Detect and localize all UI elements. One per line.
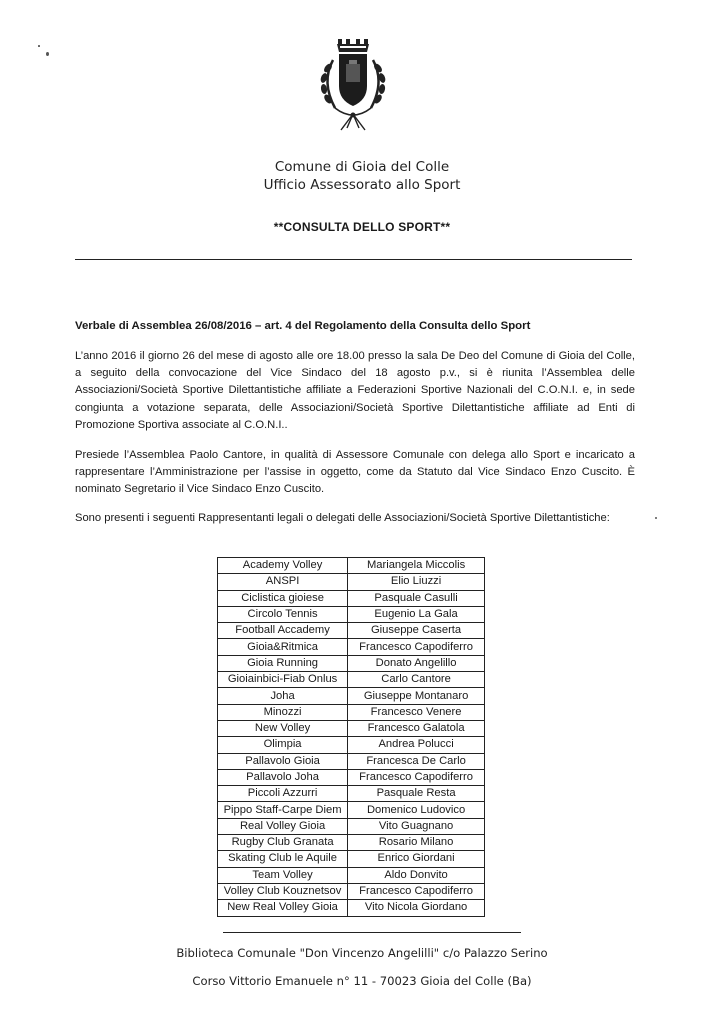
representative-cell: Andrea Polucci xyxy=(348,737,485,753)
association-cell: Piccoli Azzurri xyxy=(218,786,348,802)
association-cell: Football Accademy xyxy=(218,623,348,639)
scan-speck xyxy=(655,517,657,519)
association-cell: Volley Club Kouznetsov xyxy=(218,883,348,899)
representative-cell: Giuseppe Caserta xyxy=(348,623,485,639)
representative-cell: Domenico Ludovico xyxy=(348,802,485,818)
municipality-name: Comune di Gioia del Colle xyxy=(274,159,450,175)
table-row xyxy=(218,688,485,704)
representative-cell: Pasquale Resta xyxy=(348,786,485,802)
association-cell: Team Volley xyxy=(218,867,348,883)
association-cell: Gioiainbici-Fiab Onlus xyxy=(218,672,348,688)
representative-cell: Giuseppe Montanaro xyxy=(348,688,485,704)
table-row xyxy=(218,818,485,834)
association-cell: Pallavolo Joha xyxy=(218,769,348,785)
association-cell: Academy Volley xyxy=(218,558,348,574)
table-row xyxy=(218,753,485,769)
table-row xyxy=(218,639,485,655)
representative-cell: Vito Nicola Giordano xyxy=(348,900,485,916)
association-cell: New Real Volley Gioia xyxy=(218,900,348,916)
table-row xyxy=(218,606,485,622)
table-row xyxy=(218,655,485,671)
footer-address-line-1: Biblioteca Comunale "Don Vincenzo Angelilli" c/o Palazzo Serino xyxy=(176,946,548,960)
meeting-intro-paragraph: L’anno 2016 il giorno 26 del mese di agosto alle ore 18.00 presso la sala De Deo del Comune di Gioia del Colle, a seguito della convocazione del Vice Sindaco del 18 agosto p.v., si è riunita l’Assemblea delle Associazioni/Società Sportive Dilettantistiche affiliate a Federazioni Sportive Nazionali del C.O.N.I. e, in sede congiunta a votazione separata, delle Associazioni/Società Sportive Dilettantistiche affiliate ad Enti di Promozione Sportiva associate al C.O.N.I.. xyxy=(75,350,635,431)
representative-cell: Francesco Capodiferro xyxy=(348,883,485,899)
table-row xyxy=(218,883,485,899)
table-row xyxy=(218,769,485,785)
chair-paragraph: Presiede l’Assemblea Paolo Cantore, in qualità di Assessore Comunale con delega allo Sport e incaricato a rappresentare l’Amministrazione per l’assise in oggetto, come da Statuto dal Vice Sindaco Enzo Cuscito. È nominato Segretario il Vice Sindaco Enzo Cuscito. xyxy=(75,449,635,496)
representative-cell: Francesco Capodiferro xyxy=(348,639,485,655)
association-cell: Circolo Tennis xyxy=(218,606,348,622)
table-row xyxy=(218,835,485,851)
representative-cell: Eugenio La Gala xyxy=(348,606,485,622)
document-heading: **CONSULTA DELLO SPORT** xyxy=(273,220,451,234)
table-row xyxy=(218,704,485,720)
representative-cell: Mariangela Miccolis xyxy=(348,558,485,574)
attendees-intro-paragraph: Sono presenti i seguenti Rappresentanti legali o delegati delle Associazioni/Società Sportive Dilettantistiche: xyxy=(75,512,610,524)
table-row xyxy=(218,672,485,688)
attendees-table xyxy=(217,557,485,917)
association-cell: New Volley xyxy=(218,720,348,736)
footer-address-line-2: Corso Vittorio Emanuele n° 11 - 70023 Gioia del Colle (Ba) xyxy=(192,974,532,988)
association-cell: Rugby Club Granata xyxy=(218,835,348,851)
representative-cell: Vito Guagnano xyxy=(348,818,485,834)
association-cell: Gioia Running xyxy=(218,655,348,671)
representative-cell: Pasquale Casulli xyxy=(348,590,485,606)
table-row xyxy=(218,623,485,639)
table-row xyxy=(218,900,485,916)
association-cell: Joha xyxy=(218,688,348,704)
association-cell: Skating Club le Aquile xyxy=(218,851,348,867)
table-row xyxy=(218,590,485,606)
scan-speck xyxy=(38,45,40,47)
header-divider xyxy=(75,259,632,260)
table-row xyxy=(218,737,485,753)
representative-cell: Francesco Galatola xyxy=(348,720,485,736)
association-cell: Olimpia xyxy=(218,737,348,753)
representative-cell: Enrico Giordani xyxy=(348,851,485,867)
association-cell: Pippo Staff-Carpe Diem xyxy=(218,802,348,818)
table-row xyxy=(218,802,485,818)
representative-cell: Rosario Milano xyxy=(348,835,485,851)
scan-speck xyxy=(46,52,49,56)
minutes-title: Verbale di Assemblea 26/08/2016 – art. 4 del Regolamento della Consulta dello Sport xyxy=(75,320,531,332)
table-row xyxy=(218,786,485,802)
association-cell: Gioia&Ritmica xyxy=(218,639,348,655)
office-name: Ufficio Assessorato allo Sport xyxy=(263,177,461,193)
table-row xyxy=(218,574,485,590)
association-cell: Minozzi xyxy=(218,704,348,720)
table-row xyxy=(218,720,485,736)
footer-divider xyxy=(223,932,521,933)
association-cell: Pallavolo Gioia xyxy=(218,753,348,769)
representative-cell: Donato Angelillo xyxy=(348,655,485,671)
representative-cell: Carlo Cantore xyxy=(348,672,485,688)
municipal-crest-emblem xyxy=(311,38,395,136)
table-row xyxy=(218,867,485,883)
representative-cell: Francesco Venere xyxy=(348,704,485,720)
association-cell: Real Volley Gioia xyxy=(218,818,348,834)
table-row xyxy=(218,851,485,867)
association-cell: ANSPI xyxy=(218,574,348,590)
representative-cell: Aldo Donvito xyxy=(348,867,485,883)
association-cell: Ciclistica gioiese xyxy=(218,590,348,606)
table-row xyxy=(218,558,485,574)
representative-cell: Elio Liuzzi xyxy=(348,574,485,590)
representative-cell: Francesco Capodiferro xyxy=(348,769,485,785)
representative-cell: Francesca De Carlo xyxy=(348,753,485,769)
